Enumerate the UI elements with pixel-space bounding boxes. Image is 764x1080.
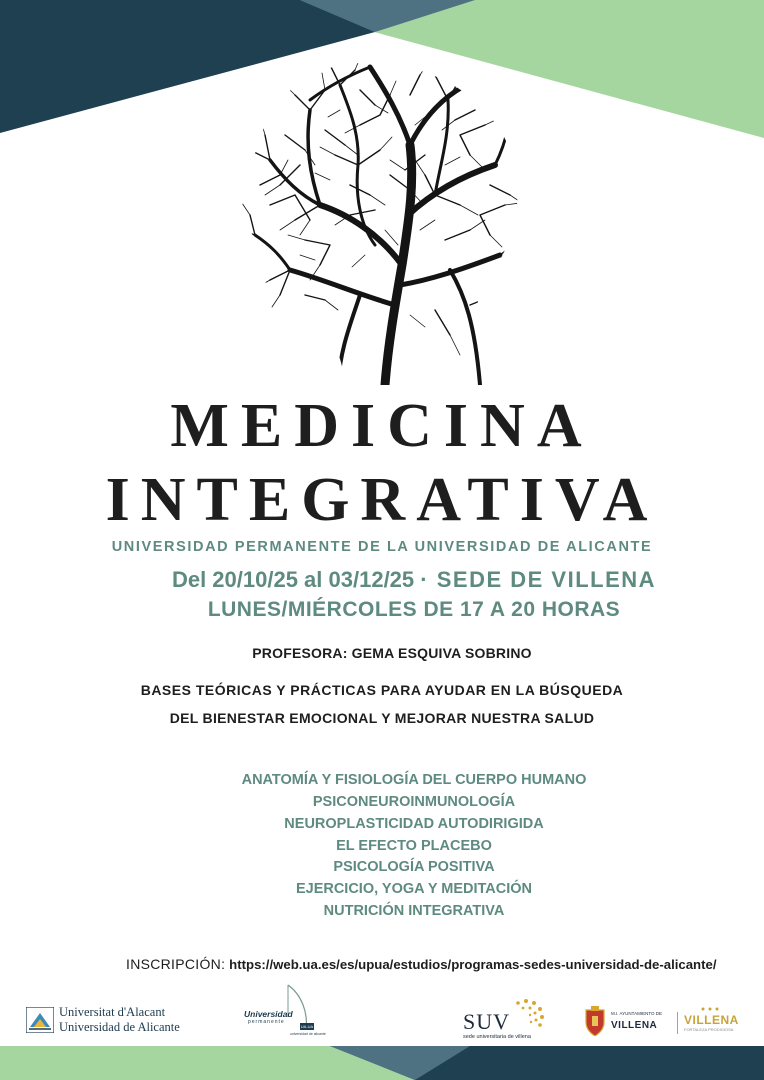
registration-label: INSCRIPCIÓN: <box>126 956 226 972</box>
topic-item: PSICONEUROINMUNOLOGÍA <box>312 794 516 810</box>
suv-sub: sede universitaria de villena <box>463 1034 531 1040</box>
course-dates: Del 20/10/25 al 03/12/25 <box>171 567 415 592</box>
ayuntamiento-city: VILLENA <box>611 1020 658 1031</box>
ua-name-valencian: Universitat d'Alacant <box>59 1005 166 1019</box>
ua-emblem-icon <box>26 1007 54 1033</box>
topic-item: NUTRICIÓN INTEGRATIVA <box>323 903 505 919</box>
dates-venue-line <box>0 566 764 594</box>
villena-sub: FORTALEZA PRODIGIOSA <box>684 1027 734 1032</box>
registration <box>126 956 746 972</box>
description-line-2: DEL BIENESTAR EMOCIONAL Y MEJORAR NUESTRA SALUD <box>169 710 595 726</box>
ua-name-spanish: Universidad de Alicante <box>59 1020 180 1034</box>
topic-item: NEUROPLASTICIDAD AUTODIRIGIDA <box>284 816 544 832</box>
villena-label: VILLENA <box>684 1013 739 1027</box>
description-line-1: BASES TEÓRICAS Y PRÁCTICAS PARA AYUDAR EN LA BÚSQUEDA <box>140 682 624 698</box>
villena-brand-logo <box>684 1006 754 1036</box>
title-line-2: INTEGRATIVA <box>105 466 659 534</box>
ua-logo <box>26 1005 206 1037</box>
registration-link[interactable]: https://web.ua.es/es/upua/estudios/programas-sedes-universidad-de-alicante/ <box>229 957 717 972</box>
title-line-1: MEDICINA <box>170 392 594 460</box>
topic-item: EL EFECTO PLACEBO <box>336 838 492 854</box>
ayuntamiento-shield-icon <box>584 1006 606 1036</box>
topic-item: PSICOLOGÍA POSITIVA <box>333 859 495 875</box>
permanente-box: UA-UA <box>300 1024 314 1029</box>
villena-crown-icon <box>700 1006 720 1012</box>
topic-item: ANATOMÍA Y FISIOLOGÍA DEL CUERPO HUMANO <box>241 772 587 788</box>
permanente-sub: universidad de alicante <box>290 1032 326 1036</box>
ayuntamiento-label: M.I. AYUNTAMIENTO DE <box>611 1011 663 1016</box>
universidad-permanente-logo <box>244 983 324 1043</box>
ayuntamiento-logo <box>584 1006 674 1040</box>
suv-label: SUV <box>463 1009 511 1034</box>
logo-divider <box>677 1012 678 1034</box>
head-tree-illustration <box>210 55 530 390</box>
course-venue: · SEDE DE VILLENA <box>420 567 657 592</box>
permanente-small: permanente <box>248 1019 285 1025</box>
subtitle: UNIVERSIDAD PERMANENTE DE LA UNIVERSIDAD DE ALICANTE <box>111 539 653 555</box>
teacher: PROFESORA: GEMA ESQUIVA SOBRINO <box>252 645 532 661</box>
permanente-label: Universidad <box>244 1009 293 1019</box>
suv-logo <box>461 995 571 1041</box>
schedule: LUNES/MIÉRCOLES DE 17 A 20 HORAS <box>207 598 621 621</box>
topic-item: EJERCICIO, YOGA Y MEDITACIÓN <box>295 881 533 897</box>
